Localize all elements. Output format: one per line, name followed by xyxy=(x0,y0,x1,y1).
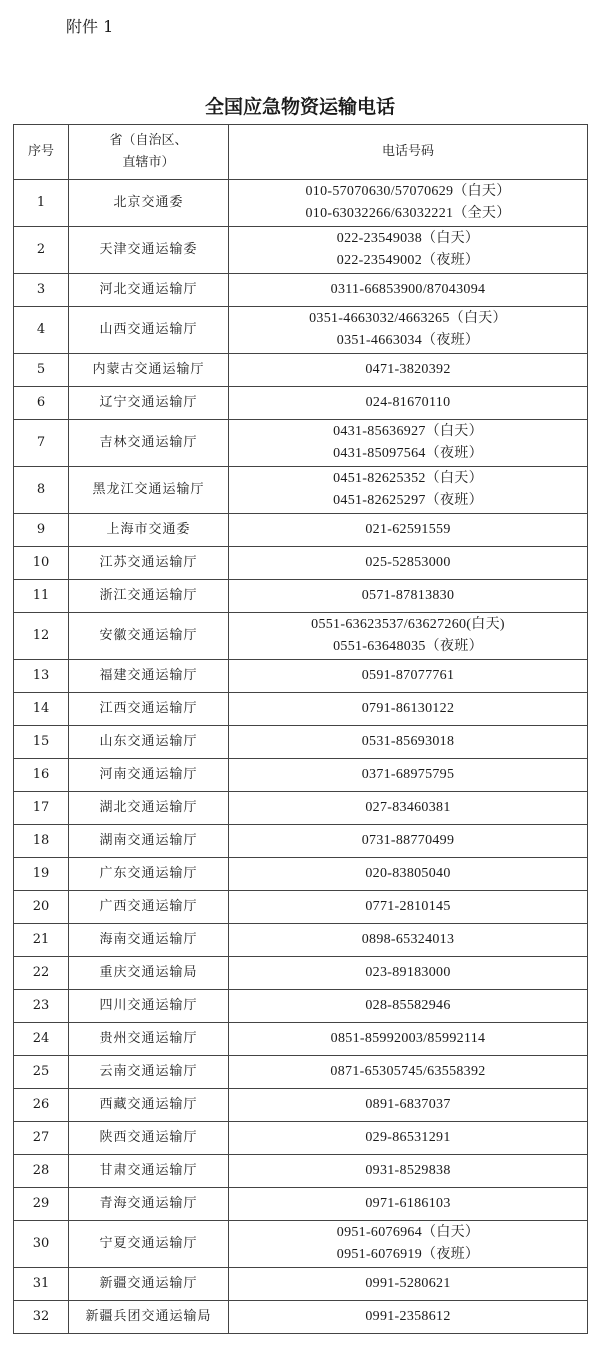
row-number: 12 xyxy=(14,613,69,660)
row-number: 14 xyxy=(14,693,69,726)
table-row xyxy=(14,580,588,613)
row-number: 8 xyxy=(14,467,69,514)
row-phone xyxy=(229,1089,588,1122)
phone-number: 0931-8529838 xyxy=(365,1163,451,1178)
row-phone xyxy=(229,891,588,924)
row-number: 30 xyxy=(14,1221,69,1268)
row-number: 28 xyxy=(14,1155,69,1188)
row-phone xyxy=(229,180,588,227)
row-phone xyxy=(229,924,588,957)
phone-number: 0851-85992003/85992114 xyxy=(330,1031,486,1046)
row-province: 山西交通运输厅 xyxy=(69,307,229,354)
document-title: 全国应急物资运输电话 xyxy=(204,96,395,118)
row-number: 11 xyxy=(14,580,69,613)
row-phone xyxy=(229,420,588,467)
table-row xyxy=(14,1023,588,1056)
row-number: 1 xyxy=(14,180,69,227)
phone-number: 0991-2358612 xyxy=(365,1309,451,1324)
phone-number: 0551-63623537/63627260(白天) xyxy=(311,617,505,632)
row-number: 2 xyxy=(14,227,69,274)
phone-number: 0871-65305745/63558392 xyxy=(330,1064,486,1079)
phone-number: 0431-85636927（白天） xyxy=(333,424,483,439)
table-row xyxy=(14,613,588,660)
phone-number: 020-83805040 xyxy=(365,866,451,881)
row-province: 上海市交通委 xyxy=(69,514,229,547)
header-num: 序号 xyxy=(14,125,69,180)
table-row xyxy=(14,354,588,387)
row-province: 河北交通运输厅 xyxy=(69,274,229,307)
row-number: 3 xyxy=(14,274,69,307)
row-province: 江西交通运输厅 xyxy=(69,693,229,726)
table-row xyxy=(14,726,588,759)
row-province: 新疆兵团交通运输局 xyxy=(69,1301,229,1334)
row-phone xyxy=(229,1268,588,1301)
row-number: 9 xyxy=(14,514,69,547)
phone-number: 024-81670110 xyxy=(365,395,451,410)
row-phone xyxy=(229,792,588,825)
row-number: 10 xyxy=(14,547,69,580)
row-province: 江苏交通运输厅 xyxy=(69,547,229,580)
attachment-label: 附件 1 xyxy=(66,17,114,36)
table-row xyxy=(14,1155,588,1188)
phone-number: 0471-3820392 xyxy=(365,362,451,377)
row-phone xyxy=(229,1023,588,1056)
phone-number: 029-86531291 xyxy=(365,1130,451,1145)
table-row xyxy=(14,1188,588,1221)
table-row xyxy=(14,891,588,924)
row-province: 吉林交通运输厅 xyxy=(69,420,229,467)
row-province: 贵州交通运输厅 xyxy=(69,1023,229,1056)
header-province-line1: 省（自治区、 xyxy=(109,133,188,148)
row-number: 20 xyxy=(14,891,69,924)
row-province: 湖南交通运输厅 xyxy=(69,825,229,858)
row-phone xyxy=(229,613,588,660)
row-number: 25 xyxy=(14,1056,69,1089)
phone-number: 0371-68975795 xyxy=(361,767,455,782)
row-province: 青海交通运输厅 xyxy=(69,1188,229,1221)
table-row xyxy=(14,1056,588,1089)
row-phone xyxy=(229,693,588,726)
table-row xyxy=(14,420,588,467)
table-row xyxy=(14,547,588,580)
phone-number: 0431-85097564（夜班） xyxy=(333,446,483,461)
phone-number: 027-83460381 xyxy=(365,800,451,815)
row-number: 15 xyxy=(14,726,69,759)
row-province: 四川交通运输厅 xyxy=(69,990,229,1023)
row-number: 27 xyxy=(14,1122,69,1155)
header-phone: 电话号码 xyxy=(229,125,588,180)
row-province: 陕西交通运输厅 xyxy=(69,1122,229,1155)
table-row xyxy=(14,1122,588,1155)
row-number: 4 xyxy=(14,307,69,354)
row-phone xyxy=(229,387,588,420)
row-province: 海南交通运输厅 xyxy=(69,924,229,957)
row-phone xyxy=(229,1188,588,1221)
row-province: 福建交通运输厅 xyxy=(69,660,229,693)
row-province: 广西交通运输厅 xyxy=(69,891,229,924)
phone-number: 025-52853000 xyxy=(365,555,451,570)
row-number: 5 xyxy=(14,354,69,387)
row-phone xyxy=(229,825,588,858)
row-phone xyxy=(229,759,588,792)
row-phone xyxy=(229,1221,588,1268)
table-row xyxy=(14,227,588,274)
row-phone xyxy=(229,726,588,759)
table-row xyxy=(14,180,588,227)
phone-number: 0971-6186103 xyxy=(365,1196,451,1211)
table-row xyxy=(14,514,588,547)
phone-number: 010-63032266/63032221（全天） xyxy=(305,206,511,221)
row-number: 21 xyxy=(14,924,69,957)
table-row xyxy=(14,1268,588,1301)
row-province: 安徽交通运输厅 xyxy=(69,613,229,660)
table-row xyxy=(14,990,588,1023)
row-phone xyxy=(229,547,588,580)
row-province: 西藏交通运输厅 xyxy=(69,1089,229,1122)
phone-number: 022-23549038（白天） xyxy=(336,231,480,246)
table-row xyxy=(14,1301,588,1334)
row-province: 重庆交通运输局 xyxy=(69,957,229,990)
table-row xyxy=(14,957,588,990)
row-phone xyxy=(229,1056,588,1089)
row-province: 宁夏交通运输厅 xyxy=(69,1221,229,1268)
table-row xyxy=(14,1221,588,1268)
header-province-line2: 直辖市） xyxy=(122,155,175,170)
row-number: 26 xyxy=(14,1089,69,1122)
table-row xyxy=(14,307,588,354)
phone-number: 0771-2810145 xyxy=(365,899,451,914)
phone-number: 0898-65324013 xyxy=(361,932,455,947)
row-number: 24 xyxy=(14,1023,69,1056)
row-number: 29 xyxy=(14,1188,69,1221)
table-row xyxy=(14,792,588,825)
table-row xyxy=(14,387,588,420)
header-province xyxy=(69,125,229,180)
row-phone xyxy=(229,660,588,693)
row-number: 13 xyxy=(14,660,69,693)
phone-number: 021-62591559 xyxy=(365,522,451,537)
row-province: 云南交通运输厅 xyxy=(69,1056,229,1089)
row-phone xyxy=(229,354,588,387)
phone-number: 010-57070630/57070629（白天） xyxy=(305,184,511,199)
row-phone xyxy=(229,1301,588,1334)
row-number: 6 xyxy=(14,387,69,420)
row-province: 浙江交通运输厅 xyxy=(69,580,229,613)
phone-number: 0351-4663032/4663265（白天） xyxy=(309,311,507,326)
row-phone xyxy=(229,858,588,891)
table-row xyxy=(14,858,588,891)
row-number: 19 xyxy=(14,858,69,891)
phone-number: 0951-6076964（白天） xyxy=(336,1225,480,1240)
row-phone xyxy=(229,274,588,307)
row-number: 32 xyxy=(14,1301,69,1334)
table-row xyxy=(14,467,588,514)
row-province: 新疆交通运输厅 xyxy=(69,1268,229,1301)
phone-number: 0451-82625352（白天） xyxy=(333,471,483,486)
contact-table xyxy=(13,124,588,1334)
phone-number: 0451-82625297（夜班） xyxy=(333,493,483,508)
phone-number: 0551-63648035（夜班） xyxy=(333,639,483,654)
table-row xyxy=(14,825,588,858)
row-province: 广东交通运输厅 xyxy=(69,858,229,891)
row-phone xyxy=(229,1122,588,1155)
row-phone xyxy=(229,990,588,1023)
row-number: 16 xyxy=(14,759,69,792)
phone-number: 0951-6076919（夜班） xyxy=(336,1247,480,1262)
row-province: 黑龙江交通运输厅 xyxy=(69,467,229,514)
row-phone xyxy=(229,307,588,354)
row-phone xyxy=(229,957,588,990)
table-body xyxy=(14,180,588,1334)
phone-number: 0791-86130122 xyxy=(361,701,455,716)
row-number: 7 xyxy=(14,420,69,467)
phone-number: 022-23549002（夜班） xyxy=(336,253,480,268)
phone-number: 0571-87813830 xyxy=(361,588,455,603)
row-phone xyxy=(229,514,588,547)
phone-number: 0991-5280621 xyxy=(365,1276,451,1291)
table-row xyxy=(14,924,588,957)
row-province: 天津交通运输委 xyxy=(69,227,229,274)
table-header-row xyxy=(14,125,588,180)
row-province: 内蒙古交通运输厅 xyxy=(69,354,229,387)
row-phone xyxy=(229,1155,588,1188)
table-row xyxy=(14,660,588,693)
row-number: 18 xyxy=(14,825,69,858)
row-province: 北京交通委 xyxy=(69,180,229,227)
table-row xyxy=(14,693,588,726)
row-phone xyxy=(229,580,588,613)
row-number: 31 xyxy=(14,1268,69,1301)
table-row xyxy=(14,759,588,792)
row-phone xyxy=(229,227,588,274)
row-number: 23 xyxy=(14,990,69,1023)
phone-number: 0591-87077761 xyxy=(361,668,455,683)
row-phone xyxy=(229,467,588,514)
row-number: 17 xyxy=(14,792,69,825)
phone-number: 0891-6837037 xyxy=(365,1097,451,1112)
phone-number: 0351-4663034（夜班） xyxy=(336,333,480,348)
table-row xyxy=(14,1089,588,1122)
phone-number: 0531-85693018 xyxy=(361,734,455,749)
row-province: 河南交通运输厅 xyxy=(69,759,229,792)
row-province: 甘肃交通运输厅 xyxy=(69,1155,229,1188)
table-row xyxy=(14,274,588,307)
row-province: 山东交通运输厅 xyxy=(69,726,229,759)
phone-number: 028-85582946 xyxy=(365,998,451,1013)
row-number: 22 xyxy=(14,957,69,990)
row-province: 湖北交通运输厅 xyxy=(69,792,229,825)
phone-number: 0311-66853900/87043094 xyxy=(330,282,486,297)
phone-number: 023-89183000 xyxy=(365,965,451,980)
phone-number: 0731-88770499 xyxy=(361,833,455,848)
row-province: 辽宁交通运输厅 xyxy=(69,387,229,420)
